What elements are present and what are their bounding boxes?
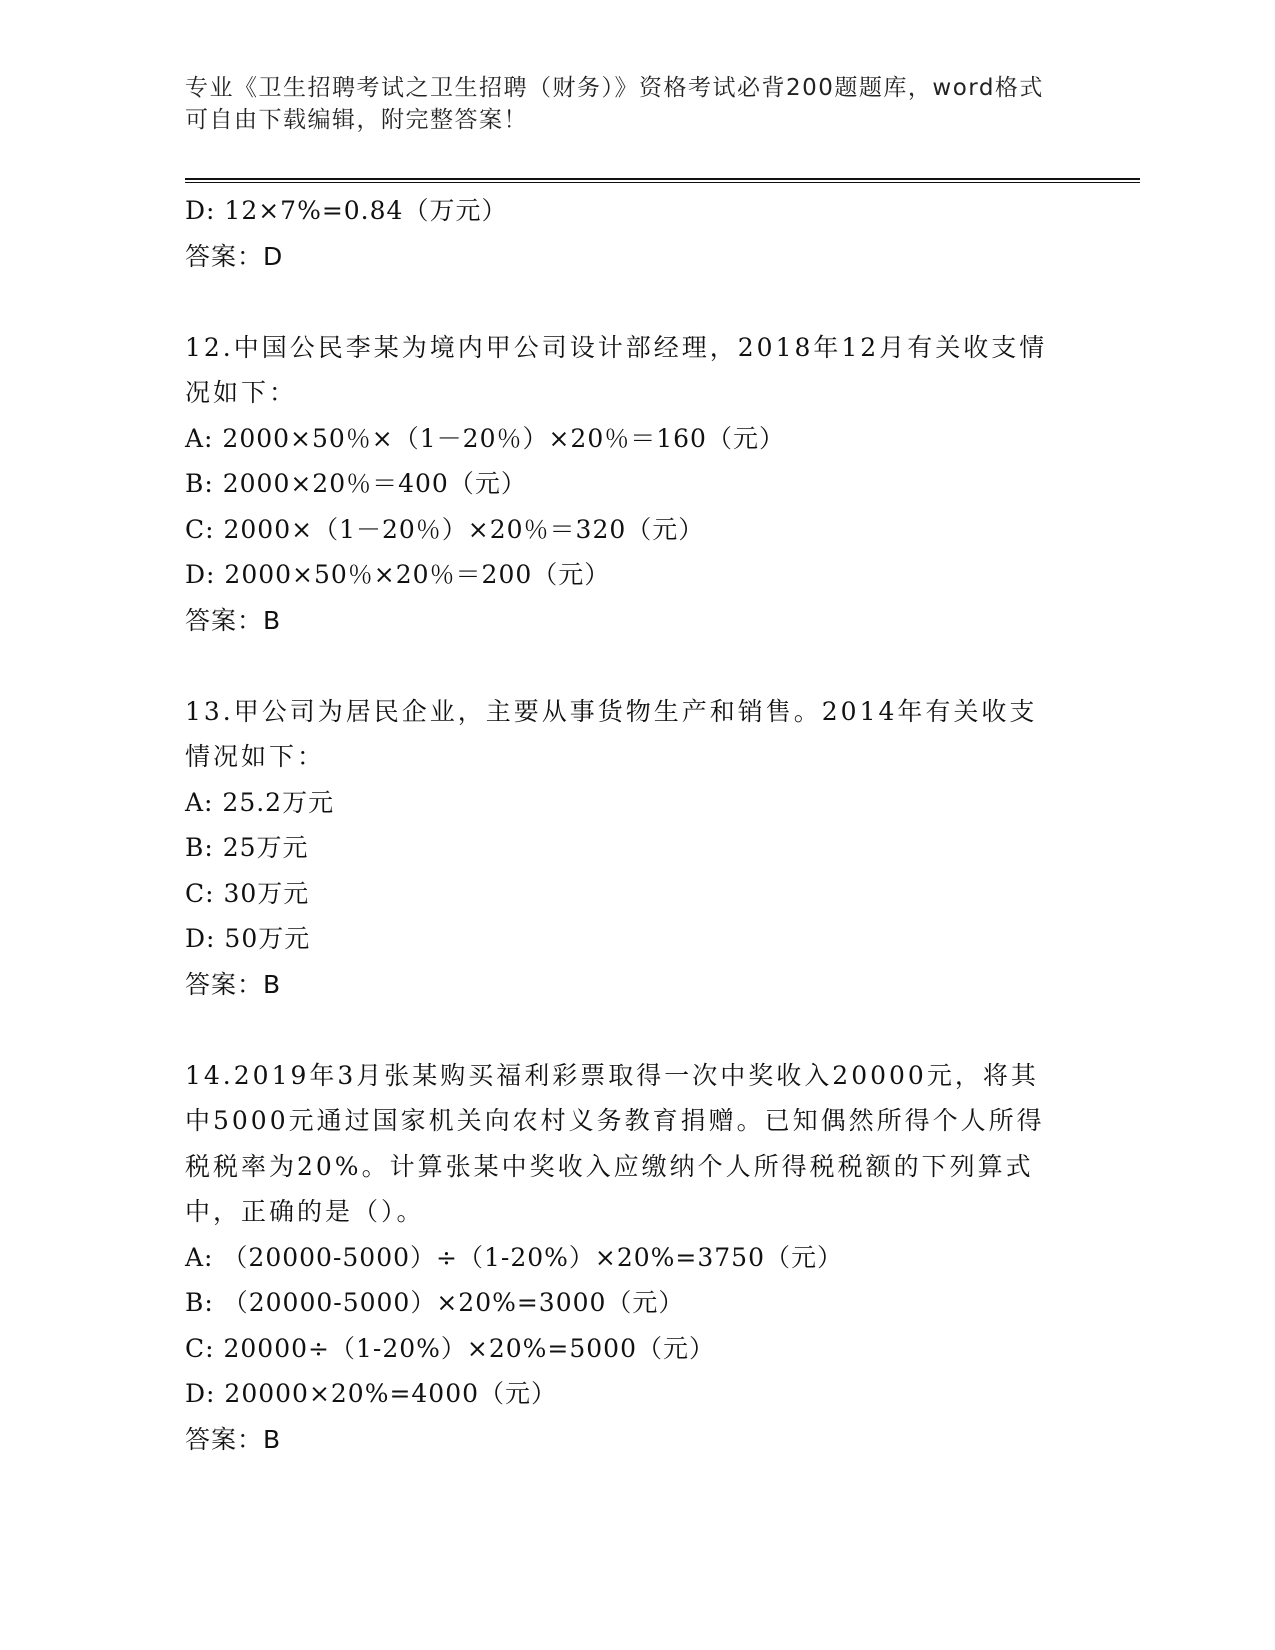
spacer [185, 643, 1065, 689]
header-divider [185, 178, 1140, 180]
option-c: C: 20000÷（1-20%）×20%=5000（元） [185, 1333, 715, 1363]
option-a: A: （20000-5000）÷（1-20%）×20%=3750（元） [185, 1242, 843, 1272]
option-a: A: 25.2万元 [185, 787, 335, 817]
option-a: A: 2000×50％×（1－20％）×20％＝160（元） [185, 423, 785, 453]
question-12 [185, 325, 1065, 644]
option-b: B: （20000-5000）×20%=3000（元） [185, 1288, 685, 1317]
answer-line: 答案：B [185, 605, 282, 635]
option-d: D: 20000×20%=4000（元） [185, 1379, 558, 1408]
answer-line: 答案：B [185, 1424, 282, 1454]
header-divider-thin [185, 182, 1140, 183]
question-stem: 14.2019年3月张某购买福利彩票取得一次中奖收入20000元，将其中5000元通过国家机关向农村义务教育捐赠。已知偶然所得个人所得税税率为20%。计算张某中奖收入应缴纳个人所得税税额的下列算式中，正确的是（）。 [185, 1060, 1045, 1226]
question-stem: 13.甲公司为居民企业，主要从事货物生产和销售。2014年有关收支情况如下： [185, 696, 1038, 771]
document-body [185, 188, 1065, 1462]
document-header: 专业《卫生招聘考试之卫生招聘（财务）》资格考试必背200题题库，word格式可自由下载编辑，附完整答案！ [185, 75, 1044, 133]
option-c: C: 2000×（1－20％）×20％＝320（元） [185, 514, 705, 544]
question-14 [185, 1053, 1065, 1463]
option-d: D: 2000×50％×20％＝200（元） [185, 560, 611, 589]
spacer [185, 1007, 1065, 1053]
option-d: D: 12×7%=0.84（万元） [185, 196, 508, 225]
answer-line: 答案：D [185, 241, 284, 271]
option-c: C: 30万元 [185, 878, 310, 908]
option-d: D: 50万元 [185, 924, 311, 953]
question-13 [185, 689, 1065, 1008]
option-b: B: 25万元 [185, 833, 309, 862]
option-b: B: 2000×20％＝400（元） [185, 469, 527, 498]
answer-line: 答案：B [185, 969, 282, 999]
spacer [185, 279, 1065, 325]
question-stem: 12.中国公民李某为境内甲公司设计部经理，2018年12月有关收支情况如下： [185, 332, 1048, 407]
